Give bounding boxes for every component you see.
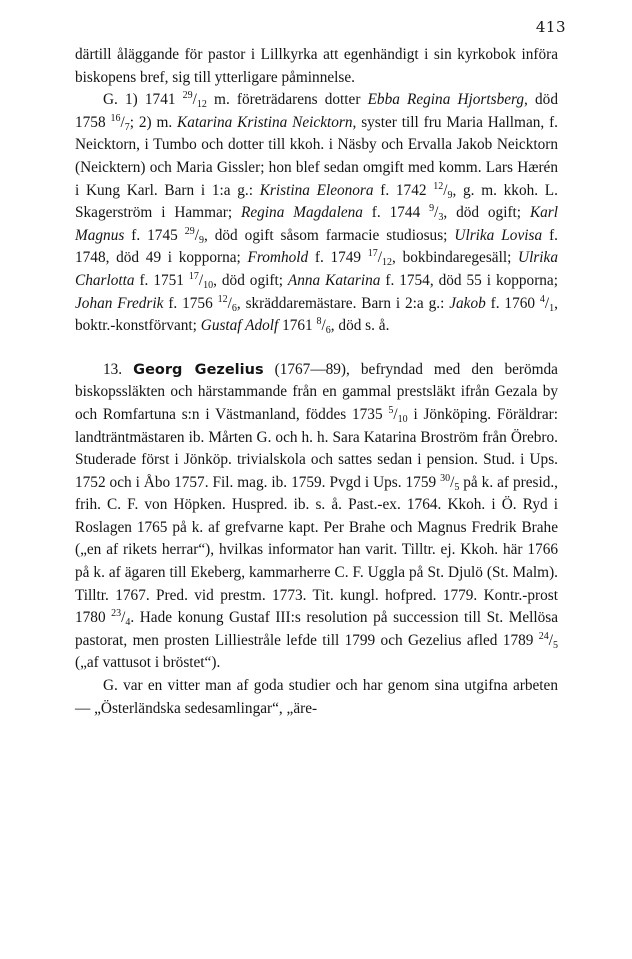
text-run: , död s. å.: [330, 317, 390, 335]
italic-name: Anna Katarina: [287, 271, 381, 289]
text-run: i Jönköping. Föräldrar: landträntmästaren ib. Mårten G. och h. h. Sara Katarina Broström från Örebro. Studerade först i Jönköp. trivialskola och sattes sedan i pension. Stud. i Ups. 1752 och i Åbo 1757. Fil. mag. ib. 1759. Pvgd i Ups. 1759: [75, 405, 558, 491]
date-fraction-part: 17: [188, 270, 199, 282]
paragraph-p3: [75, 359, 558, 675]
date-fraction-part: 23: [111, 608, 122, 620]
bold-heading-name: Georg Gezelius: [133, 361, 264, 378]
text-run: 13.: [103, 360, 134, 378]
text-run: på k. af presid., frih. C. F. von Höpken. Huspred. ib. s. å. Past.-ex. 1764. Kkoh. i Ö. Ryd i Roslagen 1765 på k. af grefvarne kapt. Per Brahe och Magnus Fredrik Brahe („en af rikets herrar“), hvilkas informator han varit. Tilltr. ej. Kkoh. här 1766 på k. af ägaren till Ekeberg, kammarherre C. F. Uggla på St. Djulö (St. Malm). Tilltr. 1767. Pred. vid prestm. 1773. Tit. kungl. hofpred. 1779. Kontr.-prost 1780: [75, 473, 558, 627]
date-fraction-part: 9: [447, 189, 453, 201]
text-run: f. 1742: [373, 181, 434, 199]
text-run: , bokbindaregesäll;: [392, 249, 519, 267]
text-run: („af vattusot i bröstet“).: [75, 654, 221, 672]
text-run: /: [192, 91, 197, 109]
text-run: (1767—89), befryndad med den berömda biskopssläkten och härstammande från en gammal prestsläkt ifrån Gezala by och Romfartuna s:n i Västmanland, föddes 1735: [75, 360, 558, 423]
date-fraction-part: 9: [198, 234, 204, 246]
text-run: , död ogift såsom farmacie studiosus;: [203, 226, 455, 244]
date-fraction-part: 10: [397, 413, 408, 425]
paragraph-gap: [75, 338, 558, 359]
text-run: /: [393, 405, 398, 423]
text-run: /: [120, 113, 125, 131]
text-run: /: [434, 204, 439, 222]
italic-name: Jakob: [449, 294, 486, 312]
date-fraction-part: 5: [454, 481, 460, 493]
text-run: m. företrädarens dotter: [206, 91, 368, 109]
text-run: /: [450, 473, 455, 491]
text-run: f. 1751: [134, 271, 189, 289]
date-fraction-part: 30: [440, 472, 451, 484]
italic-name: Regina Magdalena: [241, 204, 363, 222]
text-run: f. 1748, död 49 i kopporna;: [75, 226, 558, 267]
date-fraction-part: 29: [182, 90, 193, 102]
date-fraction-part: 5: [388, 404, 394, 416]
date-fraction-part: 12: [196, 99, 207, 111]
date-fraction-part: 6: [325, 325, 331, 337]
text-run: /: [548, 631, 553, 649]
date-fraction-part: 12: [217, 293, 228, 305]
text-run: f. 1760: [485, 294, 540, 312]
date-fraction-part: 17: [367, 248, 378, 260]
date-fraction-part: 4: [539, 293, 545, 305]
text-run: /: [377, 249, 383, 267]
page-number: 413: [535, 18, 566, 36]
text-run: , boktr.-konstförvant;: [75, 294, 558, 335]
text-run: f. 1754, död 55 i kopporna;: [380, 271, 558, 289]
date-fraction-part: 16: [110, 112, 121, 124]
date-fraction-part: 12: [382, 257, 393, 269]
text-run: /: [121, 609, 126, 627]
date-fraction-part: 29: [184, 225, 195, 237]
text-run: G. var en vitter man af goda studier och har genom sina utgifna arbeten — „Österländska sedesamlingar“, „äre-: [75, 677, 558, 717]
italic-name: Ulrika Charlotta: [75, 249, 558, 289]
text-run: f. 1749: [308, 249, 368, 267]
text-run: /: [544, 294, 550, 312]
italic-name: Ebba Regina Hjortsberg,: [367, 91, 528, 109]
italic-name: Karl Magnus: [75, 204, 559, 244]
body-text: [75, 44, 558, 720]
date-fraction-part: 8: [316, 316, 322, 328]
text-run: , död ogift;: [213, 271, 288, 289]
date-fraction-part: 7: [124, 121, 130, 133]
paragraph-p1: [75, 44, 558, 89]
date-fraction-part: 10: [203, 279, 214, 291]
text-run: , skräddaremästare. Barn i 2:a g.:: [236, 294, 450, 312]
text-run: 1761: [278, 317, 317, 335]
date-fraction-part: 24: [538, 630, 549, 642]
text-run: /: [443, 181, 448, 199]
text-run: , g. m. kkoh. L. Skagerström i Hammar;: [75, 181, 558, 222]
italic-name: Johan Fredrik: [75, 294, 164, 312]
text-run: f. 1745: [124, 226, 185, 244]
paragraph-p2: [75, 89, 558, 338]
date-fraction-part: 5: [553, 639, 558, 651]
date-fraction-part: 3: [438, 212, 444, 224]
italic-name: Ulrika Lovisa: [454, 226, 543, 244]
text-run: /: [198, 271, 204, 289]
date-fraction-part: 6: [231, 302, 237, 314]
text-run: /: [227, 294, 232, 312]
date-fraction-part: 4: [125, 617, 131, 629]
paragraph-p4: [75, 675, 558, 720]
date-fraction-part: 9: [429, 203, 435, 215]
text-run: syster till fru Maria Hallman, f. Neicktorn, i Tumbo och dotter till kkoh. i Näsby och Ervalla Jakob Neicktorn (Neicktern) och Maria Gissler; hon blef sedan omgift med komm. Lars Hærén i Kung Karl. Barn i 1:a g.:: [75, 113, 559, 199]
italic-name: Katarina Kristina Neicktorn,: [177, 113, 357, 131]
text-run: G. 1) 1741: [103, 91, 183, 109]
date-fraction-part: 12: [433, 180, 444, 192]
text-run: ; 2) m.: [129, 113, 178, 131]
date-fraction-part: 1: [549, 302, 555, 314]
text-run: . Hade konung Gustaf III:s resolution på succession till St. Mellösa pastorat, men prosten Lilliestråle lefde till 1799 och Gezelius afled 1789: [75, 609, 558, 649]
text-run: f. 1756: [163, 294, 218, 312]
italic-name: Fromhold: [247, 249, 309, 267]
text-run: /: [321, 317, 326, 335]
italic-name: Kristina Eleonora: [259, 181, 374, 199]
text-run: därtill åläggande för pastor i Lillkyrka att egenhändigt i sin kyrkobok införa biskopens bref, sig till ytterligare påminnelse.: [75, 46, 558, 86]
text-run: , död ogift;: [443, 204, 530, 222]
text-run: död 1758: [75, 91, 558, 131]
text-run: /: [194, 226, 199, 244]
text-run: f. 1744: [362, 204, 430, 222]
italic-name: Gustaf Adolf: [200, 317, 279, 335]
